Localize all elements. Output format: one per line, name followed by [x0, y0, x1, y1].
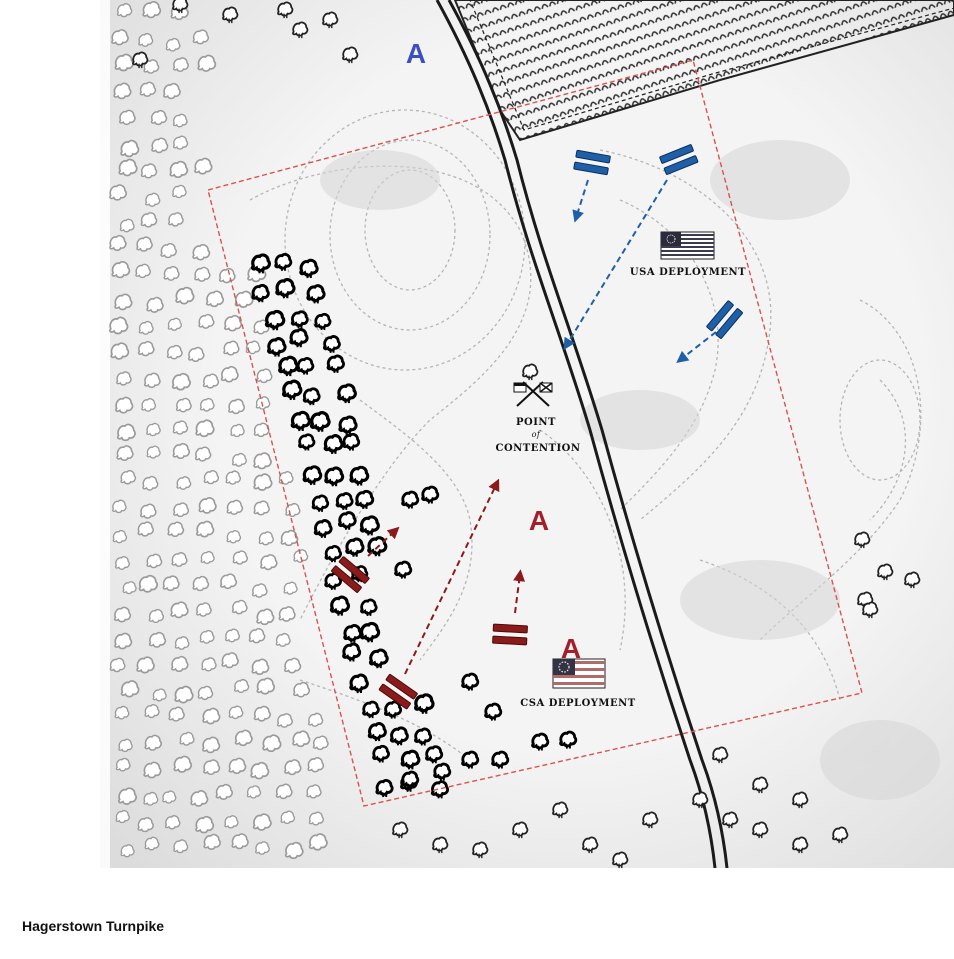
tree-icon — [153, 689, 166, 701]
tree-icon — [233, 454, 247, 466]
tree-icon — [221, 574, 237, 588]
tree-icon — [220, 269, 235, 283]
tree-icon — [140, 82, 155, 96]
tree-icon — [278, 714, 293, 727]
tree-icon — [254, 474, 271, 490]
tree-icon — [294, 550, 307, 562]
tree-icon — [121, 845, 134, 857]
tree-icon — [169, 213, 183, 226]
usa-deployment-label: USA DEPLOYMENT — [629, 267, 747, 278]
csa-deploy-objective-marker: A — [560, 633, 582, 664]
tree-icon — [204, 374, 219, 388]
tree-icon — [141, 504, 156, 518]
tree-icon — [204, 835, 220, 849]
tree-icon — [139, 576, 157, 592]
tree-icon — [111, 343, 128, 359]
tree-icon — [119, 788, 136, 804]
tree-icon — [171, 602, 188, 617]
csa-objective-marker: A — [528, 505, 550, 536]
tree-icon — [313, 736, 327, 749]
tree-icon — [307, 785, 321, 798]
point-label-line3: CONTENTION — [495, 443, 581, 454]
tree-icon — [161, 244, 176, 258]
tree-icon — [203, 737, 219, 752]
tree-icon — [198, 55, 215, 71]
tree-icon — [226, 471, 240, 484]
tree-icon — [175, 637, 188, 649]
tree-icon — [142, 164, 157, 178]
tree-icon — [253, 584, 267, 597]
tree-icon — [116, 557, 130, 569]
tree-icon — [249, 629, 264, 643]
tree-icon — [145, 373, 160, 387]
tree-icon — [201, 552, 214, 564]
tree-icon — [285, 658, 301, 672]
tree-icon — [177, 477, 191, 489]
usa-objective-marker: A — [405, 38, 427, 69]
tree-icon — [144, 762, 161, 777]
tree-icon — [201, 399, 214, 411]
tree-icon — [173, 444, 189, 458]
tree-icon — [172, 657, 188, 672]
tree-icon — [147, 423, 160, 435]
tree-icon — [120, 110, 135, 124]
us-flag-icon — [661, 232, 714, 259]
tree-icon — [191, 791, 207, 806]
tree-icon — [193, 245, 209, 260]
tree-icon — [254, 706, 270, 720]
tree-icon — [309, 812, 323, 825]
tree-icon — [143, 477, 158, 490]
tree-icon — [261, 555, 277, 570]
tree-icon — [137, 657, 154, 672]
tree-icon — [196, 420, 214, 436]
map-caption: Hagerstown Turnpike — [22, 918, 165, 934]
tree-icon — [110, 658, 124, 671]
tree-icon — [122, 681, 139, 697]
tree-icon — [276, 784, 291, 798]
tree-icon — [163, 791, 176, 803]
tree-icon — [216, 785, 232, 799]
tree-icon — [119, 739, 132, 751]
tree-icon — [257, 609, 273, 624]
tree-icon — [180, 732, 194, 745]
tree-icon — [308, 758, 323, 772]
tree-icon — [309, 713, 323, 726]
point-label-line1: POINT — [516, 417, 556, 428]
tree-icon — [279, 607, 295, 621]
tree-icon — [229, 399, 244, 413]
tree-icon — [116, 758, 129, 770]
tree-icon — [147, 554, 161, 567]
tree-icon — [115, 54, 133, 70]
tree-icon — [197, 521, 214, 536]
tree-icon — [222, 653, 238, 668]
tree-icon — [113, 500, 126, 512]
tree-icon — [236, 730, 252, 745]
tree-icon — [231, 425, 244, 437]
tree-icon — [276, 634, 290, 647]
tree-icon — [174, 840, 188, 853]
tree-icon — [284, 582, 297, 594]
tree-icon — [293, 731, 309, 746]
tree-icon — [204, 760, 220, 774]
tree-icon — [200, 631, 214, 643]
tree-icon — [286, 843, 303, 859]
tree-icon — [151, 111, 166, 125]
tree-icon — [247, 786, 260, 798]
tree-icon — [168, 318, 181, 330]
tree-icon — [252, 659, 268, 674]
tree-icon — [195, 267, 210, 281]
tree-icon — [117, 372, 131, 385]
tree-icon — [174, 114, 187, 126]
tree-icon — [281, 811, 294, 823]
tree-icon — [235, 680, 249, 693]
tree-icon — [173, 421, 187, 434]
tree-icon — [168, 346, 182, 359]
tree-icon — [117, 446, 133, 460]
tree-icon — [138, 818, 153, 832]
tree-icon — [113, 531, 126, 543]
tree-icon — [164, 267, 179, 280]
tree-icon — [152, 138, 167, 152]
tree-icon — [172, 553, 187, 566]
tree-icon — [141, 213, 156, 227]
tree-icon — [115, 607, 131, 621]
tree-icon — [116, 397, 133, 412]
tree-icon — [281, 531, 297, 546]
tree-icon — [166, 39, 179, 51]
tree-icon — [142, 399, 155, 411]
tree-icon — [110, 185, 126, 200]
tree-icon — [119, 160, 136, 176]
tree-icon — [226, 629, 240, 641]
tree-icon — [196, 817, 213, 833]
tree-icon — [176, 288, 193, 304]
tree-icon — [256, 842, 269, 854]
tree-icon — [175, 687, 193, 703]
tree-icon — [174, 503, 189, 516]
tree-icon — [232, 834, 248, 848]
tree-icon — [225, 316, 241, 331]
tree-icon — [257, 678, 274, 693]
tree-icon — [147, 446, 160, 458]
tree-icon — [116, 811, 129, 823]
tree-icon — [256, 397, 269, 409]
tree-icon — [222, 367, 238, 382]
tree-icon — [147, 298, 163, 313]
tree-icon — [189, 348, 204, 362]
tree-icon — [229, 758, 245, 773]
tree-icon — [199, 315, 214, 328]
tree-icon — [197, 603, 211, 616]
tree-icon — [138, 522, 153, 536]
tree-icon — [163, 576, 179, 590]
tree-icon — [285, 760, 301, 774]
tree-icon — [115, 294, 132, 309]
tree-icon — [139, 34, 153, 47]
tree-icon — [118, 4, 132, 17]
tree-icon — [204, 471, 218, 484]
tree-icon — [115, 707, 128, 719]
tree-icon — [169, 707, 184, 721]
tree-icon — [145, 735, 161, 750]
tree-icon — [110, 236, 126, 250]
point-label-line2: of — [531, 430, 541, 439]
tree-icon — [145, 705, 159, 718]
tree-icon — [294, 683, 309, 697]
tree-icon — [174, 136, 188, 149]
tree-icon — [170, 162, 187, 178]
tree-icon — [227, 531, 240, 543]
tree-icon — [143, 2, 160, 18]
tree-icon — [254, 453, 271, 468]
tree-icon — [233, 600, 247, 613]
tree-icon — [139, 322, 153, 334]
tree-icon — [112, 30, 128, 45]
tree-icon — [173, 374, 190, 390]
tree-icon — [121, 141, 138, 157]
tree-icon — [166, 816, 180, 829]
tree-icon — [202, 658, 216, 671]
tree-icon — [195, 159, 212, 174]
tree-icon — [203, 709, 219, 724]
tree-icon — [207, 291, 223, 306]
tree-icon — [251, 763, 268, 779]
tree-icon — [137, 237, 152, 251]
tree-icon — [310, 834, 327, 850]
tree-icon — [259, 532, 273, 545]
tree-icon — [139, 342, 154, 356]
tree-icon — [168, 522, 183, 536]
tree-icon — [193, 577, 208, 591]
tree-icon — [227, 500, 242, 514]
tree-icon — [114, 83, 130, 98]
tree-icon — [150, 633, 166, 647]
tree-icon — [236, 291, 253, 307]
tree-icon — [174, 756, 191, 771]
tree-icon — [144, 793, 158, 806]
tree-icon — [174, 58, 189, 71]
tree-icon — [121, 471, 135, 484]
tree-icon — [233, 551, 247, 564]
tree-icon — [136, 264, 150, 277]
tree-icon — [149, 610, 163, 623]
tree-icon — [145, 837, 159, 849]
tree-icon — [173, 185, 186, 197]
tree-icon — [120, 219, 134, 231]
tree-icon — [164, 84, 180, 99]
tree-icon — [229, 706, 242, 718]
tree-icon — [123, 582, 136, 594]
tree-icon — [254, 423, 268, 436]
tree-icon — [146, 193, 160, 206]
tree-icon — [196, 447, 211, 461]
tree-icon — [177, 399, 191, 412]
tree-icon — [254, 501, 269, 515]
tree-icon — [263, 735, 280, 751]
tree-icon — [225, 816, 238, 828]
tree-icon — [224, 341, 239, 355]
tree-icon — [199, 498, 216, 513]
tree-icon — [115, 633, 131, 648]
csa-deployment-label: CSA DEPLOYMENT — [520, 698, 636, 709]
tree-icon — [112, 262, 129, 278]
tree-icon — [193, 30, 208, 44]
tree-icon — [110, 317, 128, 333]
tree-icon — [198, 686, 212, 699]
tree-icon — [254, 814, 271, 830]
tree-icon — [257, 369, 272, 382]
tree-icon — [118, 424, 135, 440]
